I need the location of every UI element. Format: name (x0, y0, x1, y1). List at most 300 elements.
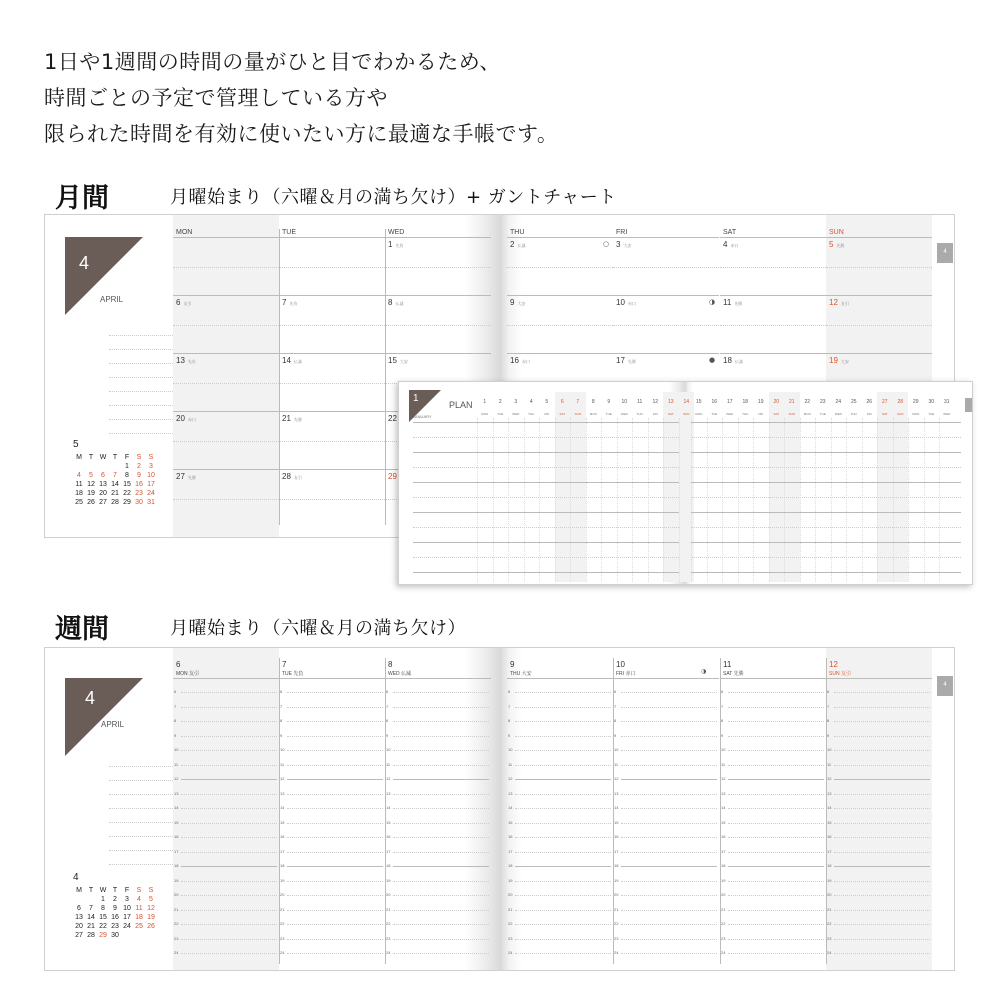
day-cell-dotted-line (279, 499, 385, 500)
hour-label: 18 (614, 863, 619, 868)
hour-line (181, 924, 277, 925)
mini-calendar-day: 29 (123, 499, 131, 506)
hour-line (287, 910, 383, 911)
hour-label: 15 (280, 819, 285, 825)
hour-line (393, 910, 489, 911)
gantt-weekday: WED (512, 412, 520, 416)
gantt-day-number: 11 (637, 399, 643, 405)
hour-label: 18 (508, 863, 513, 868)
day-number[interactable]: 11 先勝 (723, 298, 743, 307)
gantt-row-line (413, 452, 679, 453)
gantt-row-line (691, 572, 961, 573)
week-day-number[interactable]: 10 (616, 660, 625, 669)
mini-calendar-weekday: M (76, 454, 82, 461)
hour-label: 16 (508, 834, 513, 839)
gantt-row-line (691, 422, 961, 423)
hour-label: 9 (614, 732, 617, 738)
hour-label: 13 (386, 790, 391, 796)
hour-label: 7 (280, 703, 283, 709)
mini-calendar-header (73, 453, 157, 462)
hour-line (393, 721, 489, 722)
mini-calendar-day: 2 (137, 463, 141, 470)
hour-line (181, 866, 277, 867)
gantt-weekday: TUE (928, 412, 935, 416)
mini-calendar-day: 8 (101, 905, 105, 912)
rokuyo-label: 赤口 (521, 359, 530, 364)
day-cell-dotted-line (173, 383, 279, 384)
mini-calendar-day: 7 (113, 472, 117, 479)
day-number[interactable]: 10 赤口 (616, 298, 636, 307)
mini-calendar-week (73, 895, 157, 904)
day-cell-dotted-line (279, 267, 385, 268)
hour-line (834, 953, 930, 954)
gantt-day-number: 13 (667, 399, 674, 405)
gantt-weekday: SAT (881, 412, 888, 416)
rokuyo-label: 仏滅 (395, 301, 404, 306)
hour-label: 13 (280, 790, 285, 796)
mini-calendar-day: 16 (135, 481, 143, 488)
hour-label: 18 (827, 863, 832, 868)
hour-line (181, 895, 277, 896)
mini-calendar-week (73, 922, 157, 931)
hour-label: 24 (174, 950, 179, 955)
monthly-title: 月間 (55, 183, 109, 214)
gantt-weekday: MON (481, 412, 489, 416)
gantt-row-line (413, 527, 679, 528)
mini-calendar-day: 20 (75, 923, 83, 930)
gantt-day-number: 5 (545, 399, 549, 405)
day-number[interactable]: 3 大安 (616, 240, 632, 249)
mini-calendar-weekday: S (136, 887, 142, 894)
hour-label: 19 (174, 877, 179, 883)
rokuyo-label: 先負 (289, 301, 298, 306)
hour-label: 8 (508, 718, 511, 723)
gantt-day-number: 22 (804, 399, 811, 405)
weekday-header-wed: WED (388, 229, 405, 236)
hour-label: 12 (614, 776, 619, 781)
day-number[interactable]: 7 先負 (282, 298, 298, 307)
hour-label: 17 (280, 848, 285, 854)
day-number[interactable]: 22 (388, 414, 397, 423)
hour-label: 16 (280, 834, 285, 839)
weekly-subtitle: 月曜始まり（六曜＆月の満ち欠け） (170, 618, 466, 639)
gantt-weekday: TUE (711, 412, 718, 416)
gantt-day-number: 27 (881, 399, 888, 405)
mini-calendar-day: 28 (87, 932, 95, 939)
hour-line (515, 866, 611, 867)
hour-label: 23 (721, 935, 726, 941)
hour-line (393, 852, 489, 853)
rokuyo-label: 先勝 (293, 417, 302, 422)
hour-label: 14 (508, 805, 513, 810)
hour-label: 8 (280, 718, 283, 723)
hour-label: 10 (721, 747, 726, 752)
week-day-header-rule (613, 678, 719, 679)
day-number[interactable]: 21 先勝 (282, 414, 302, 423)
hour-label: 12 (386, 776, 391, 781)
monday-shade (173, 215, 279, 538)
week-day-header-rule (507, 678, 613, 679)
hour-line (728, 939, 824, 940)
hour-line (393, 881, 489, 882)
hour-label: 17 (174, 848, 179, 854)
hour-label: 22 (721, 921, 726, 926)
gantt-weekday: FRI (544, 412, 550, 416)
hour-label: 18 (386, 863, 391, 868)
mini-calendar-day: 4 (77, 472, 81, 479)
hour-label: 10 (827, 747, 832, 752)
hour-line (728, 808, 824, 809)
hour-line (393, 707, 489, 708)
mini-calendar-day: 14 (87, 914, 95, 921)
day-number[interactable]: 29 (388, 472, 397, 481)
hour-label: 20 (386, 892, 391, 897)
hour-line (728, 837, 824, 838)
hour-label: 22 (386, 921, 391, 926)
hour-label: 7 (721, 703, 724, 709)
hour-line (834, 895, 930, 896)
mini-calendar-day: 8 (125, 472, 129, 479)
week-gutter-left (465, 648, 500, 971)
hour-line (621, 910, 717, 911)
mini-calendar-weekday: S (148, 454, 154, 461)
hour-line (515, 692, 611, 693)
hour-line (393, 823, 489, 824)
hour-line (834, 881, 930, 882)
mini-calendar-day: 30 (111, 932, 119, 939)
hour-label: 7 (827, 703, 830, 709)
mini-calendar-day: 11 (135, 905, 143, 912)
rokuyo-label: 先勝 (734, 301, 743, 306)
mini-calendar-day: 24 (147, 490, 155, 497)
hour-line (287, 895, 383, 896)
hour-label: 20 (614, 892, 619, 897)
gantt-day-number: 17 (726, 399, 733, 405)
hour-line (834, 779, 930, 780)
week-day-header-rule (385, 678, 491, 679)
hour-line (834, 837, 930, 838)
hour-line (393, 794, 489, 795)
mini-calendar-day: 27 (75, 932, 83, 939)
day-number[interactable]: 18 仏滅 (723, 356, 743, 365)
hour-line (181, 837, 277, 838)
day-cell-rule (279, 411, 385, 412)
hour-label: 18 (280, 863, 285, 868)
rokuyo-label: 大安 (399, 359, 408, 364)
week-month-name: APRIL (101, 720, 125, 729)
day-cell-dotted-line (613, 325, 719, 326)
day-cell-rule (826, 295, 932, 296)
gantt-weekday: TUE (497, 412, 504, 416)
mini-calendar-day: 29 (99, 932, 107, 939)
mini-calendar-day: 17 (123, 914, 131, 921)
gantt-row-line (691, 482, 961, 483)
mini-calendar-day: 28 (111, 499, 119, 506)
hour-line (287, 750, 383, 751)
day-number[interactable]: 12 友引 (829, 298, 849, 307)
hour-line (728, 779, 824, 780)
day-number[interactable]: 15 大安 (388, 356, 408, 365)
hour-label: 13 (174, 790, 179, 796)
mini-calendar-week (73, 498, 157, 507)
day-number[interactable]: 28 友引 (282, 472, 302, 481)
hour-label: 11 (827, 761, 832, 767)
gantt-day-number: 16 (711, 399, 718, 405)
gantt-weekday: WED (943, 412, 951, 416)
rokuyo-label: 赤口 (627, 301, 636, 306)
mini-calendar-week (73, 913, 157, 922)
hour-label: 14 (614, 805, 619, 810)
weekday-header-rule (507, 237, 613, 238)
hour-line (515, 837, 611, 838)
next-month-mini-calendar (73, 439, 157, 507)
gantt-row-line (691, 437, 961, 438)
hour-line (834, 794, 930, 795)
month-index-tab[interactable]: 4 (937, 243, 953, 263)
mini-calendar-week (73, 480, 157, 489)
week-day-number[interactable]: 8 (388, 660, 393, 669)
hour-label: 13 (721, 790, 726, 796)
mini-calendar-day: 4 (137, 896, 141, 903)
hour-label: 20 (827, 892, 832, 897)
hour-line (621, 692, 717, 693)
mini-calendar-day: 22 (99, 923, 107, 930)
mini-calendar-weekday: M (76, 887, 82, 894)
hour-label: 13 (508, 790, 513, 796)
mini-calendar-weekday: F (124, 454, 130, 461)
hour-label: 6 (827, 689, 830, 694)
rokuyo-label: 大安 (623, 243, 632, 248)
hour-line (393, 953, 489, 954)
mini-calendar-weekday: W (99, 454, 107, 461)
hour-label: 10 (614, 747, 619, 752)
day-cell-rule (720, 353, 826, 354)
week-day-number[interactable]: 6 (176, 660, 181, 669)
hour-line (621, 721, 717, 722)
day-number[interactable]: 19 大安 (829, 356, 849, 365)
hour-line (393, 779, 489, 780)
rokuyo-label: 大安 (517, 301, 526, 306)
day-number[interactable]: 2 仏滅 (510, 240, 526, 249)
mini-calendar-day: 26 (87, 499, 95, 506)
hour-line (834, 924, 930, 925)
week-day-label: SUN 友引 (829, 671, 851, 677)
rokuyo-label: 友引 (183, 301, 192, 306)
intro-line-1: 1日や1週間の時間の量がひと目でわかるため、 (44, 50, 501, 74)
hour-line (728, 881, 824, 882)
day-number[interactable]: 9 大安 (510, 298, 526, 307)
day-number[interactable]: 4 赤口 (723, 240, 739, 249)
day-number[interactable]: 17 先勝 (616, 356, 636, 365)
hour-label: 17 (508, 848, 513, 854)
hour-label: 8 (721, 718, 724, 723)
hour-label: 17 (614, 848, 619, 854)
hour-line (287, 736, 383, 737)
week-day-number[interactable]: 7 (282, 660, 287, 669)
hour-label: 21 (508, 906, 513, 912)
gantt-index-tab[interactable] (965, 398, 973, 412)
hour-label: 14 (280, 805, 285, 810)
week-day-label: WED 仏滅 (388, 671, 412, 677)
rokuyo-label: 先勝 (836, 243, 845, 248)
day-cell-dotted-line (507, 325, 613, 326)
hour-line (181, 750, 277, 751)
day-number[interactable]: 6 友引 (176, 298, 192, 307)
mini-calendar-day: 13 (75, 914, 83, 921)
hour-line (834, 852, 930, 853)
mini-calendar-weekday: T (112, 887, 118, 894)
gantt-row-line (413, 542, 679, 543)
hour-line (834, 736, 930, 737)
weekday-header-rule (173, 237, 279, 238)
rokuyo-label: 先勝 (187, 475, 196, 480)
gantt-weekend-shade (663, 392, 679, 582)
day-number[interactable]: 14 仏滅 (282, 356, 302, 365)
moon-phase-icon: ● (709, 356, 716, 364)
hour-label: 19 (614, 877, 619, 883)
gantt-weekday: SAT (667, 412, 674, 416)
day-cell-rule (173, 469, 279, 470)
week-day-number[interactable]: 11 (723, 660, 732, 669)
hour-line (287, 765, 383, 766)
hour-label: 7 (508, 703, 511, 709)
moon-phase-icon: ◑ (701, 668, 707, 675)
week-day-number[interactable]: 9 (510, 660, 515, 669)
rokuyo-label: 赤口 (187, 417, 196, 422)
hour-label: 15 (721, 819, 726, 825)
mini-calendar-day: 20 (99, 490, 107, 497)
rokuyo-label: 友引 (840, 301, 849, 306)
gantt-weekend-shade (570, 392, 586, 582)
hour-label: 23 (827, 935, 832, 941)
mini-calendar-day: 7 (89, 905, 93, 912)
hour-label: 6 (386, 689, 389, 694)
hour-label: 19 (827, 877, 832, 883)
week-day-number[interactable]: 12 (829, 660, 838, 669)
hour-label: 24 (386, 950, 391, 955)
week-day-label: SAT 先勝 (723, 671, 744, 677)
day-number[interactable]: 1 先負 (388, 240, 404, 249)
week-triangle (65, 678, 143, 756)
week-day-header-rule (826, 678, 932, 679)
gantt-day-number: 14 (683, 399, 690, 405)
day-number[interactable]: 8 仏滅 (388, 298, 404, 307)
gantt-weekday: THU (850, 412, 857, 416)
hour-line (728, 794, 824, 795)
hour-label: 16 (614, 834, 619, 839)
monthly-subtitle: 月曜始まり（六曜＆月の満ち欠け）+ ガントチャート (170, 187, 617, 208)
mini-calendar-weekday: F (124, 887, 130, 894)
hour-line (181, 765, 277, 766)
hour-label: 10 (386, 747, 391, 752)
hour-label: 9 (827, 732, 830, 738)
current-month-mini-calendar (73, 872, 157, 940)
rokuyo-label: 赤口 (730, 243, 739, 248)
hour-label: 18 (174, 863, 179, 868)
gantt-weekday: SAT (773, 412, 780, 416)
hour-label: 19 (280, 877, 285, 883)
hour-line (393, 939, 489, 940)
hour-label: 6 (614, 689, 617, 694)
gantt-weekday: THU (528, 412, 535, 416)
hour-line (621, 736, 717, 737)
hour-label: 24 (614, 950, 619, 955)
hour-line (287, 823, 383, 824)
gantt-row-line (413, 422, 679, 423)
hour-line (728, 866, 824, 867)
weekday-header-mon: MON (176, 229, 193, 236)
hour-line (621, 707, 717, 708)
gantt-row-line (413, 557, 679, 558)
mini-calendar-day (133, 931, 145, 940)
day-number[interactable]: 5 先勝 (829, 240, 845, 249)
hour-label: 15 (386, 819, 391, 825)
gantt-weekday: MON (803, 412, 811, 416)
hour-label: 14 (721, 805, 726, 810)
mini-calendar-day: 18 (75, 490, 83, 497)
day-number[interactable]: 16 赤口 (510, 356, 530, 365)
gantt-row-line (413, 482, 679, 483)
mini-calendar-day (85, 895, 97, 904)
hour-label: 19 (721, 877, 726, 883)
intro-text (44, 44, 944, 152)
week-day-header-rule (279, 678, 385, 679)
mini-calendar-day (73, 462, 85, 471)
gantt-weekday: THU (636, 412, 643, 416)
day-number[interactable]: 13 先負 (176, 356, 196, 365)
mini-calendar-day: 5 (149, 896, 153, 903)
week-month-number: 4 (85, 688, 96, 708)
day-cell-dotted-line (173, 499, 279, 500)
day-cell-dotted-line (279, 325, 385, 326)
gantt-day-number: 20 (773, 399, 780, 405)
mini-calendar-day: 1 (125, 463, 129, 470)
day-cell-rule (826, 353, 932, 354)
hour-label: 10 (508, 747, 513, 752)
rokuyo-label: 友引 (293, 475, 302, 480)
gantt-row-line (691, 467, 961, 468)
week-day-header-rule (173, 678, 279, 679)
day-cell-dotted-line (173, 441, 279, 442)
hour-label: 21 (174, 906, 179, 912)
week-index-tab[interactable]: 4 (937, 676, 953, 696)
hour-label: 18 (721, 863, 726, 868)
hour-line (181, 808, 277, 809)
weekday-header-rule (279, 237, 385, 238)
gantt-weekday: SUN (574, 412, 581, 416)
hour-label: 12 (508, 776, 513, 781)
hour-line (621, 895, 717, 896)
gantt-day-number: 23 (819, 399, 826, 405)
hour-label: 19 (508, 877, 513, 883)
day-number[interactable]: 27 先勝 (176, 472, 196, 481)
mini-calendar-week (73, 489, 157, 498)
moon-phase-icon: ○ (603, 240, 610, 248)
mini-calendar-day: 19 (87, 490, 95, 497)
day-cell-dotted-line (613, 267, 719, 268)
hour-line (515, 721, 611, 722)
hour-line (515, 910, 611, 911)
hour-label: 21 (386, 906, 391, 912)
hour-line (515, 953, 611, 954)
hour-label: 7 (386, 703, 389, 709)
hour-line (621, 852, 717, 853)
hour-line (621, 881, 717, 882)
weekday-header-sat: SAT (723, 229, 737, 236)
hour-line (393, 808, 489, 809)
day-number[interactable]: 20 赤口 (176, 414, 196, 423)
day-cell-dotted-line (279, 383, 385, 384)
